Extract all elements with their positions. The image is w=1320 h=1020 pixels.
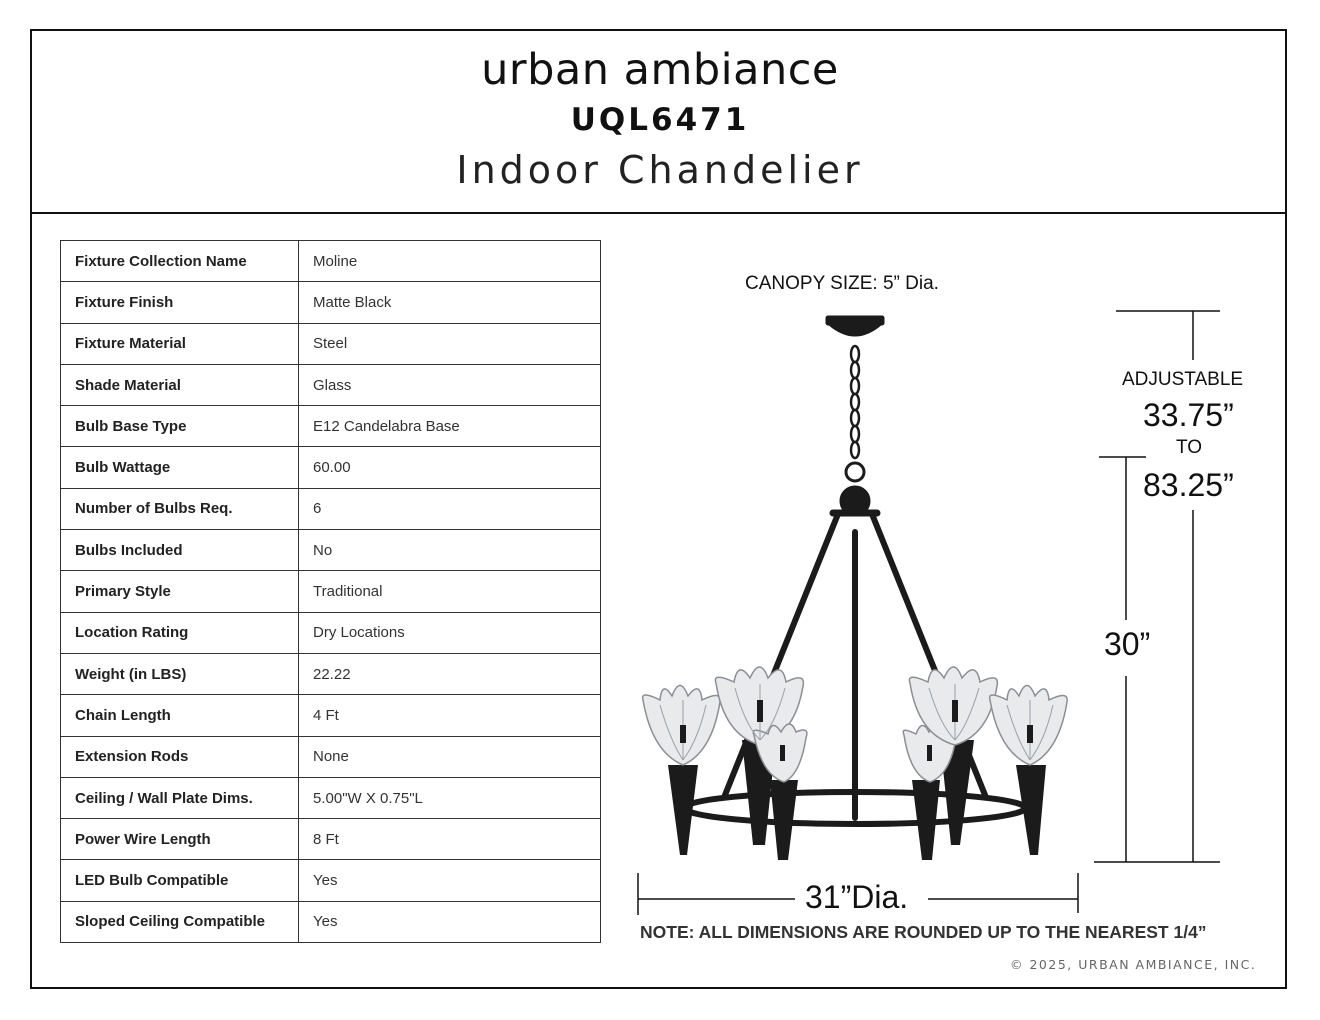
product-type: Indoor Chandelier bbox=[456, 148, 864, 192]
spec-label: Ceiling / Wall Plate Dims. bbox=[61, 777, 299, 818]
spec-value: Steel bbox=[299, 323, 601, 364]
min-height-label: 33.75” bbox=[1143, 397, 1234, 433]
chandelier-illustration bbox=[643, 316, 1068, 860]
spec-label: Chain Length bbox=[61, 695, 299, 736]
canopy-size-label: CANOPY SIZE: 5” Dia. bbox=[745, 273, 939, 294]
spec-value: Yes bbox=[299, 860, 601, 901]
max-height-label: 83.25” bbox=[1143, 467, 1234, 503]
spec-label: Sloped Ceiling Compatible bbox=[61, 901, 299, 942]
canopy-dome bbox=[829, 325, 881, 336]
spec-value: No bbox=[299, 530, 601, 571]
to-label: TO bbox=[1176, 437, 1203, 458]
adjustable-label: ADJUSTABLE bbox=[1122, 369, 1244, 390]
spec-label: Location Rating bbox=[61, 612, 299, 653]
spec-label: Bulb Wattage bbox=[61, 447, 299, 488]
spec-label: Extension Rods bbox=[61, 736, 299, 777]
spec-value: Dry Locations bbox=[299, 612, 601, 653]
spec-value: 22.22 bbox=[299, 653, 601, 694]
spec-value: 8 Ft bbox=[299, 819, 601, 860]
spec-value: Matte Black bbox=[299, 282, 601, 323]
spec-value: 6 bbox=[299, 488, 601, 529]
spec-value: Traditional bbox=[299, 571, 601, 612]
spec-label: Bulbs Included bbox=[61, 530, 299, 571]
spec-value: E12 Candelabra Base bbox=[299, 406, 601, 447]
spec-label: Number of Bulbs Req. bbox=[61, 488, 299, 529]
spec-label: Fixture Collection Name bbox=[61, 241, 299, 282]
spec-label: Fixture Finish bbox=[61, 282, 299, 323]
spec-label: Primary Style bbox=[61, 571, 299, 612]
brand-logo-text: urban ambiance bbox=[481, 45, 839, 95]
model-number: UQL6471 bbox=[570, 102, 750, 138]
spec-label: LED Bulb Compatible bbox=[61, 860, 299, 901]
canopy-plate bbox=[826, 316, 884, 325]
spec-label: Fixture Material bbox=[61, 323, 299, 364]
spec-label: Weight (in LBS) bbox=[61, 653, 299, 694]
spec-label: Shade Material bbox=[61, 364, 299, 405]
spec-value: 60.00 bbox=[299, 447, 601, 488]
diameter-label: 31”Dia. bbox=[805, 879, 909, 915]
spec-value: None bbox=[299, 736, 601, 777]
spec-value: Glass bbox=[299, 364, 601, 405]
spec-label: Bulb Base Type bbox=[61, 406, 299, 447]
spec-value: 5.00"W X 0.75"L bbox=[299, 777, 601, 818]
spec-label: Power Wire Length bbox=[61, 819, 299, 860]
dimension-note: NOTE: ALL DIMENSIONS ARE ROUNDED UP TO THE NEAREST 1/4” bbox=[640, 922, 1207, 942]
chain bbox=[846, 346, 864, 481]
spec-value: 4 Ft bbox=[299, 695, 601, 736]
spec-value: Yes bbox=[299, 901, 601, 942]
fixture-height-label: 30” bbox=[1104, 626, 1151, 662]
spec-value: Moline bbox=[299, 241, 601, 282]
copyright: © 2025, URBAN AMBIANCE, INC. bbox=[1010, 957, 1257, 972]
